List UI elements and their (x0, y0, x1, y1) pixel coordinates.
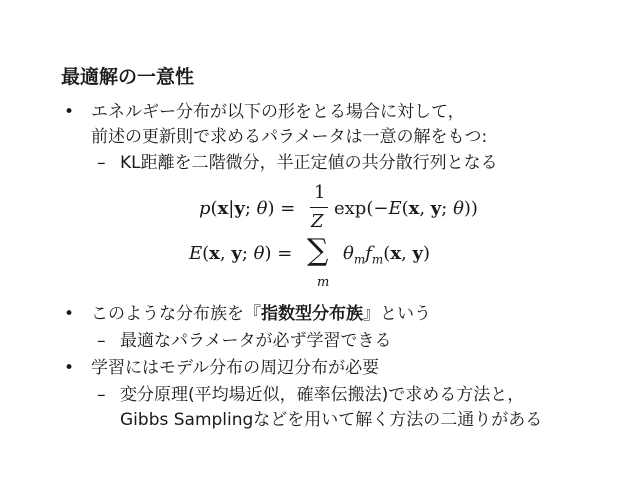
sub-bullet-text: 最適なパラメータが必ず学習できる (120, 331, 392, 351)
bullet-marker: • (64, 358, 75, 378)
fraction-bar (310, 207, 328, 208)
sub-bullet-text: KL距離を二階微分，半正定値の共分散行列となる (120, 153, 498, 173)
equation-2-rhs: $\theta_mf_m(x$, y) (343, 243, 431, 267)
bullet-text: エネルギー分布が以下の形をとる場合に対して， (91, 102, 465, 122)
equation-1-numerator: 1 (314, 182, 326, 203)
summation-symbol: ∑ (307, 233, 329, 268)
sub-bullet-text: 変分原理(平均場近似，確率伝搬法)で求める方法と， (120, 385, 525, 405)
bullet-text-pre: このような分布族を『 (91, 304, 261, 324)
bullet-marker: • (64, 304, 75, 324)
bullet-text (91, 304, 431, 324)
bullet-marker: • (64, 102, 75, 122)
equation-1-lhs: p(x|y; θ) = (199, 198, 296, 219)
sub-bullet-marker: – (97, 153, 106, 173)
slide-title: 最適解の一意性 (61, 66, 195, 88)
sub-bullet-marker: – (97, 331, 106, 351)
equation-1-denominator: Z (311, 211, 324, 232)
sub-bullet-marker: – (97, 385, 106, 405)
bullet-text-continued: 前述の更新則で求めるパラメータは一意の解をもつ: (91, 127, 488, 147)
bullet-text: 学習にはモデル分布の周辺分布が必要 (91, 358, 380, 378)
bullet-text-post: 』という (363, 304, 431, 324)
equation-1-rhs: exp(−E(x, y; θ)) (334, 198, 478, 219)
summation-index: m (317, 275, 330, 290)
bullet-text-bold: 指数型分布族 (261, 304, 363, 324)
equation-2-lhs: E(x, y; θ) = (189, 243, 293, 264)
sub-bullet-text-continued: Gibbs Samplingなどを用いて解く方法の二通りがある (120, 410, 543, 430)
